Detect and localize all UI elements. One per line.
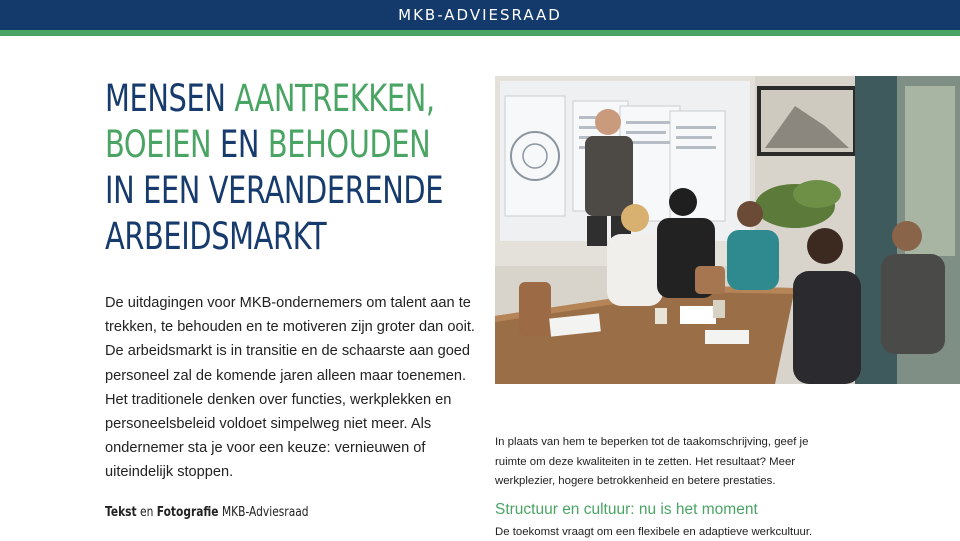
intro-paragraph: De uitdagingen voor MKB-ondernemers om talent aan te trekken, te behouden en te motiveren zijn groter dan ooit. De arbeidsmarkt is in transitie en de schaarste aan goed personeel zal de komende jaren alleen maar toenemen. Het traditionele denken over functies, werkplekken en personeelsbeleid voldoet simpelweg niet meer. Als ondernemer sta je voor een keuze: vernieuwen of uiteindelijk stoppen. [105,295,475,481]
credits-photo-label: Fotografie [156,505,219,520]
article-paragraph: In plaats van hem te beperken tot de taakomschrijving, geef je ruimte om deze kwaliteiten in te zetten. Het resultaat? Meer werkplezier, hogere betrokkenheid en betere prestaties. [495,436,809,487]
meeting-photo [495,76,960,384]
article-headline [105,76,444,260]
article-credits [105,505,309,520]
credits-name: MKB-Adviesraad [221,505,309,520]
headline-word: MENSEN [105,77,226,120]
headline-word: EN [220,123,260,166]
credits-and: en [140,505,154,520]
headline-word-highlight: AANTREKKEN, [234,77,435,120]
site-header-title: MKB-ADVIESRAAD [398,6,562,24]
article-subheading: Structuur en cultuur: nu is het moment [495,501,758,518]
site-header-bar [0,0,960,30]
headline-word-highlight: BOEIEN [105,123,212,166]
headline-word-highlight: BEHOUDEN [267,123,431,166]
headline-word: ARBEIDSMARKT [105,215,327,258]
credits-text-label: Tekst [105,505,137,520]
header-accent-line [0,30,960,36]
article-paragraph-2: De toekomst vraagt om een flexibele en adaptieve werkcultuur. [495,526,813,538]
headline-word: IN EEN VERANDERENDE [105,169,444,212]
